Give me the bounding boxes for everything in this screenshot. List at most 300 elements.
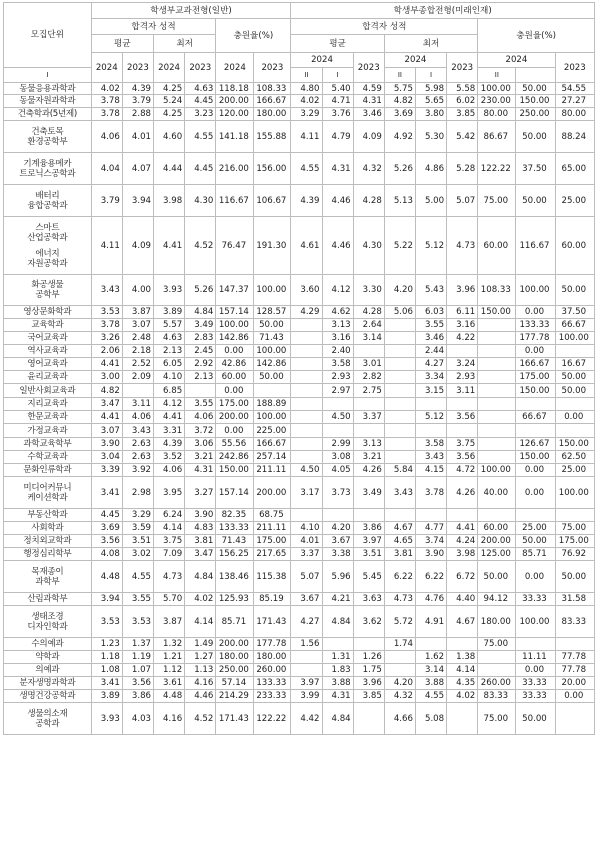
value-cell: 4.84 xyxy=(322,703,353,735)
value-cell: 3.49 xyxy=(185,319,216,332)
value-cell: 55.56 xyxy=(216,438,254,451)
header-round: II xyxy=(384,68,415,83)
header-year: 2023 xyxy=(185,53,216,83)
header-year: 2023 xyxy=(122,53,153,83)
unit-name-cell xyxy=(4,509,92,522)
value-cell: 4.84 xyxy=(322,606,353,638)
value-cell: 3.46 xyxy=(353,108,384,121)
value-cell: 260.00 xyxy=(478,677,516,690)
value-cell: 37.50 xyxy=(555,306,594,319)
value-cell: 4.26 xyxy=(447,477,478,509)
value-cell: 171.43 xyxy=(216,703,254,735)
value-cell xyxy=(122,384,153,398)
value-cell: 4.80 xyxy=(291,83,322,95)
value-cell: 4.14 xyxy=(154,522,185,535)
value-cell xyxy=(185,384,216,398)
value-cell: 3.14 xyxy=(415,664,446,677)
value-cell: 116.67 xyxy=(516,217,555,275)
value-cell: 1.13 xyxy=(185,664,216,677)
value-cell: 116.67 xyxy=(216,185,254,217)
value-cell: 126.67 xyxy=(516,438,555,451)
value-cell: 5.26 xyxy=(185,275,216,306)
value-cell: 4.79 xyxy=(322,121,353,153)
table-row xyxy=(4,95,595,108)
value-cell: 3.34 xyxy=(415,371,446,384)
value-cell: 4.16 xyxy=(154,703,185,735)
unit-name-line: 스마트 xyxy=(35,222,60,233)
value-cell: 4.31 xyxy=(353,95,384,108)
table-row xyxy=(4,371,595,384)
value-cell: 50.00 xyxy=(555,371,594,384)
table-row xyxy=(4,153,595,185)
value-cell: 100.00 xyxy=(254,275,291,306)
value-cell xyxy=(322,638,353,651)
value-cell: 4.00 xyxy=(122,275,153,306)
unit-name-cell xyxy=(4,398,92,411)
value-cell: 4.28 xyxy=(353,306,384,319)
value-cell: 5.13 xyxy=(384,185,415,217)
value-cell: 180.00 xyxy=(254,651,291,664)
value-cell xyxy=(291,358,322,371)
value-cell: 50.00 xyxy=(254,319,291,332)
value-cell: 100.00 xyxy=(478,83,516,95)
value-cell xyxy=(478,398,516,411)
value-cell: 4.10 xyxy=(154,371,185,384)
value-cell: 211.11 xyxy=(254,464,291,477)
unit-name-line: 사회학과 xyxy=(31,523,64,533)
value-cell: 4.39 xyxy=(291,185,322,217)
value-cell: 4.01 xyxy=(122,121,153,153)
value-cell: 3.78 xyxy=(91,95,122,108)
value-cell: 4.77 xyxy=(415,522,446,535)
value-cell: 171.43 xyxy=(254,606,291,638)
value-cell: 4.31 xyxy=(322,690,353,703)
value-cell: 3.24 xyxy=(447,358,478,371)
value-cell: 4.41 xyxy=(447,522,478,535)
value-cell: 175.00 xyxy=(516,371,555,384)
value-cell: 4.04 xyxy=(91,153,122,185)
value-cell: 75.00 xyxy=(478,703,516,735)
value-cell: 2.88 xyxy=(122,108,153,121)
value-cell xyxy=(384,424,415,438)
value-cell xyxy=(291,398,322,411)
value-cell: 37.50 xyxy=(516,153,555,185)
value-cell: 4.76 xyxy=(415,593,446,606)
value-cell: 4.73 xyxy=(154,561,185,593)
value-cell: 4.10 xyxy=(291,522,322,535)
value-cell: 156.00 xyxy=(254,153,291,185)
value-cell: 3.11 xyxy=(122,398,153,411)
value-cell: 2.09 xyxy=(122,371,153,384)
value-cell: 0.00 xyxy=(516,561,555,593)
value-cell xyxy=(415,509,446,522)
unit-name-line: 가정교육과 xyxy=(27,425,68,436)
value-cell: 150.00 xyxy=(216,464,254,477)
value-cell: 4.60 xyxy=(154,121,185,153)
header-year: 2024 xyxy=(216,53,254,83)
unit-name-line: 영상문화학과 xyxy=(23,307,72,317)
value-cell: 3.67 xyxy=(291,593,322,606)
value-cell: 80.00 xyxy=(555,108,594,121)
value-cell: 5.22 xyxy=(384,217,415,275)
value-cell: 4.02 xyxy=(447,690,478,703)
unit-name-cell xyxy=(4,464,92,477)
value-cell: 3.97 xyxy=(291,677,322,690)
value-cell: 108.33 xyxy=(478,275,516,306)
value-cell: 6.11 xyxy=(447,306,478,319)
header-a-avg: 평균 xyxy=(91,35,153,53)
value-cell: 5.28 xyxy=(447,153,478,185)
value-cell: 177.78 xyxy=(516,332,555,345)
value-cell: 150.00 xyxy=(516,384,555,398)
unit-name-line: 지리교육과 xyxy=(27,399,68,409)
header-round: I xyxy=(322,68,353,83)
value-cell: 1.49 xyxy=(185,638,216,651)
table-row xyxy=(4,108,595,121)
value-cell: 3.41 xyxy=(91,477,122,509)
table-row xyxy=(4,217,595,275)
table-row xyxy=(4,319,595,332)
value-cell: 4.09 xyxy=(353,121,384,153)
value-cell: 4.55 xyxy=(415,690,446,703)
value-cell: 200.00 xyxy=(216,411,254,424)
value-cell: 3.53 xyxy=(91,606,122,638)
value-cell: 4.31 xyxy=(322,153,353,185)
value-cell: 3.81 xyxy=(384,548,415,561)
value-cell: 5.07 xyxy=(447,185,478,217)
value-cell: 100.00 xyxy=(254,411,291,424)
unit-name-cell xyxy=(4,638,92,651)
value-cell: 4.41 xyxy=(91,411,122,424)
value-cell: 180.00 xyxy=(254,108,291,121)
value-cell: 128.57 xyxy=(254,306,291,319)
value-cell xyxy=(291,509,322,522)
value-cell: 3.92 xyxy=(122,464,153,477)
table-row xyxy=(4,185,595,217)
header-year: 2024 xyxy=(154,53,185,83)
value-cell: 3.31 xyxy=(154,424,185,438)
value-cell xyxy=(478,438,516,451)
value-cell: 5.12 xyxy=(415,217,446,275)
table-row xyxy=(4,593,595,606)
table-header xyxy=(4,3,595,83)
unit-name-line: 자원공학과 xyxy=(27,258,68,269)
value-cell: 1.83 xyxy=(322,664,353,677)
unit-name-cell xyxy=(4,548,92,561)
table-row xyxy=(4,703,595,735)
table-row xyxy=(4,332,595,345)
value-cell: 75.00 xyxy=(555,522,594,535)
table-row xyxy=(4,398,595,411)
value-cell: 4.86 xyxy=(415,153,446,185)
value-cell: 2.92 xyxy=(185,358,216,371)
table-row xyxy=(4,477,595,509)
unit-name-line: 국어교육과 xyxy=(27,333,68,343)
value-cell: 4.84 xyxy=(185,306,216,319)
unit-name-line: 미디어커뮤니 xyxy=(23,482,72,493)
value-cell: 6.72 xyxy=(447,561,478,593)
value-cell: 4.20 xyxy=(384,677,415,690)
value-cell: 4.42 xyxy=(291,703,322,735)
value-cell: 260.00 xyxy=(254,664,291,677)
unit-name-line: 일반사회교육과 xyxy=(19,385,76,396)
value-cell: 175.00 xyxy=(216,398,254,411)
value-cell: 2.52 xyxy=(122,358,153,371)
value-cell: 115.38 xyxy=(254,561,291,593)
table-row xyxy=(4,384,595,398)
value-cell: 150.00 xyxy=(555,438,594,451)
value-cell: 62.50 xyxy=(555,451,594,464)
value-cell: 50.00 xyxy=(516,703,555,735)
header-b-accepted: 합격자 성적 xyxy=(291,19,478,35)
value-cell: 1.32 xyxy=(154,638,185,651)
header-year: 2023 xyxy=(447,53,478,83)
value-cell xyxy=(322,424,353,438)
value-cell: 1.12 xyxy=(154,664,185,677)
value-cell: 166.67 xyxy=(516,358,555,371)
value-cell: 60.00 xyxy=(216,371,254,384)
value-cell xyxy=(353,703,384,735)
value-cell: 3.88 xyxy=(415,677,446,690)
value-cell xyxy=(478,371,516,384)
value-cell: 166.67 xyxy=(254,95,291,108)
value-cell: 1.38 xyxy=(447,651,478,664)
value-cell: 3.53 xyxy=(122,606,153,638)
value-cell xyxy=(478,345,516,358)
value-cell: 3.53 xyxy=(91,306,122,319)
value-cell: 3.16 xyxy=(322,332,353,345)
value-cell: 4.55 xyxy=(185,121,216,153)
value-cell: 5.84 xyxy=(384,464,415,477)
value-cell: 6.22 xyxy=(415,561,446,593)
header-a-min: 최저 xyxy=(154,35,216,53)
value-cell: 3.85 xyxy=(353,690,384,703)
value-cell: 4.32 xyxy=(353,153,384,185)
value-cell: 4.31 xyxy=(185,464,216,477)
unit-name-line: 한문교육과 xyxy=(27,412,68,422)
value-cell: 3.75 xyxy=(447,438,478,451)
value-cell: 1.21 xyxy=(154,651,185,664)
value-cell xyxy=(447,703,478,735)
unit-name-cell xyxy=(4,411,92,424)
value-cell xyxy=(555,703,594,735)
header-a-accepted: 합격자 성적 xyxy=(91,19,216,35)
value-cell: 3.86 xyxy=(353,522,384,535)
unit-name-line: 부동산학과 xyxy=(27,510,68,520)
value-cell: 3.74 xyxy=(415,535,446,548)
value-cell xyxy=(478,509,516,522)
value-cell: 33.33 xyxy=(516,677,555,690)
value-cell: 6.22 xyxy=(384,561,415,593)
value-cell: 11.11 xyxy=(516,651,555,664)
value-cell: 2.63 xyxy=(122,451,153,464)
value-cell: 3.94 xyxy=(91,593,122,606)
value-cell xyxy=(353,424,384,438)
value-cell xyxy=(291,345,322,358)
value-cell: 4.67 xyxy=(384,522,415,535)
value-cell: 3.37 xyxy=(291,548,322,561)
value-cell: 1.08 xyxy=(91,664,122,677)
table-row xyxy=(4,424,595,438)
unit-name-line: 에너지 xyxy=(35,248,60,259)
unit-name-cell xyxy=(4,424,92,438)
value-cell xyxy=(555,424,594,438)
unit-name-line: 문화인류학과 xyxy=(23,465,72,475)
value-cell: 225.00 xyxy=(254,424,291,438)
value-cell: 0.00 xyxy=(516,464,555,477)
value-cell xyxy=(447,638,478,651)
value-cell: 3.13 xyxy=(353,438,384,451)
value-cell: 50.00 xyxy=(516,535,555,548)
unit-name-line: 생물의소재 xyxy=(27,708,68,719)
value-cell xyxy=(291,411,322,424)
value-cell xyxy=(384,358,415,371)
value-cell: 3.55 xyxy=(185,398,216,411)
value-cell xyxy=(447,398,478,411)
value-cell: 3.49 xyxy=(353,477,384,509)
value-cell xyxy=(353,638,384,651)
value-cell: 5.45 xyxy=(353,561,384,593)
value-cell: 5.57 xyxy=(154,319,185,332)
value-cell: 2.06 xyxy=(91,345,122,358)
unit-name-line: 과학교육학부 xyxy=(23,439,72,449)
value-cell: 2.64 xyxy=(353,319,384,332)
value-cell: 100.00 xyxy=(555,477,594,509)
table-row xyxy=(4,411,595,424)
value-cell: 157.14 xyxy=(216,306,254,319)
value-cell: 66.67 xyxy=(516,411,555,424)
value-cell: 4.45 xyxy=(185,95,216,108)
value-cell xyxy=(516,638,555,651)
value-cell: 3.56 xyxy=(122,677,153,690)
unit-name-cell xyxy=(4,561,92,593)
value-cell: 86.67 xyxy=(478,121,516,153)
value-cell: 4.71 xyxy=(322,95,353,108)
value-cell xyxy=(516,398,555,411)
value-cell: 3.26 xyxy=(91,332,122,345)
unit-name-cell xyxy=(4,593,92,606)
value-cell: 25.00 xyxy=(555,185,594,217)
value-cell xyxy=(478,411,516,424)
value-cell: 175.00 xyxy=(254,535,291,548)
value-cell: 4.50 xyxy=(291,464,322,477)
value-cell: 125.93 xyxy=(216,593,254,606)
value-cell: 175.00 xyxy=(555,535,594,548)
value-cell: 4.14 xyxy=(185,606,216,638)
value-cell: 2.93 xyxy=(447,371,478,384)
table-row xyxy=(4,451,595,464)
value-cell: 2.44 xyxy=(415,345,446,358)
value-cell: 3.81 xyxy=(185,535,216,548)
value-cell: 108.33 xyxy=(254,83,291,95)
value-cell: 214.29 xyxy=(216,690,254,703)
value-cell: 4.46 xyxy=(185,690,216,703)
value-cell: 4.92 xyxy=(384,121,415,153)
value-cell xyxy=(353,398,384,411)
value-cell: 4.08 xyxy=(91,548,122,561)
unit-name-line: 목재종이 xyxy=(31,566,64,577)
value-cell: 1.37 xyxy=(122,638,153,651)
value-cell: 100.00 xyxy=(555,332,594,345)
value-cell: 5.58 xyxy=(447,83,478,95)
value-cell: 60.00 xyxy=(478,522,516,535)
table-row xyxy=(4,275,595,306)
value-cell xyxy=(516,424,555,438)
value-cell: 54.55 xyxy=(555,83,594,95)
unit-name-cell xyxy=(4,477,92,509)
value-cell: 4.82 xyxy=(91,384,122,398)
header-a-competition: 충원율(%) xyxy=(216,19,291,53)
value-cell: 50.00 xyxy=(516,121,555,153)
value-cell: 100.00 xyxy=(516,606,555,638)
value-cell: 71.43 xyxy=(216,535,254,548)
unit-name-line: 건축학과(5년제) xyxy=(17,109,77,119)
unit-name-line: 수의예과 xyxy=(31,639,64,649)
value-cell: 50.00 xyxy=(555,275,594,306)
header-b-min: 최저 xyxy=(384,35,477,53)
value-cell: 4.55 xyxy=(122,561,153,593)
value-cell: 4.84 xyxy=(185,561,216,593)
value-cell: 4.59 xyxy=(353,83,384,95)
value-cell: 3.96 xyxy=(353,677,384,690)
header-round: II xyxy=(478,68,516,83)
value-cell: 2.75 xyxy=(353,384,384,398)
value-cell: 66.67 xyxy=(555,319,594,332)
value-cell: 71.43 xyxy=(254,332,291,345)
table-row xyxy=(4,638,595,651)
value-cell: 4.02 xyxy=(291,95,322,108)
value-cell: 3.78 xyxy=(415,477,446,509)
value-cell: 3.46 xyxy=(415,332,446,345)
value-cell: 2.63 xyxy=(122,438,153,451)
value-cell: 1.18 xyxy=(91,651,122,664)
table-row xyxy=(4,664,595,677)
value-cell xyxy=(353,345,384,358)
value-cell: 4.66 xyxy=(384,703,415,735)
value-cell: 80.00 xyxy=(478,108,516,121)
value-cell: 25.00 xyxy=(516,522,555,535)
value-cell: 4.11 xyxy=(291,121,322,153)
unit-name-line: 케이션학과 xyxy=(27,492,68,503)
value-cell xyxy=(555,638,594,651)
value-cell: 180.00 xyxy=(216,651,254,664)
value-cell: 4.01 xyxy=(291,535,322,548)
value-cell: 3.30 xyxy=(353,275,384,306)
value-cell: 138.46 xyxy=(216,561,254,593)
value-cell: 157.14 xyxy=(216,477,254,509)
value-cell: 57.14 xyxy=(216,677,254,690)
value-cell: 3.02 xyxy=(122,548,153,561)
value-cell: 5.08 xyxy=(415,703,446,735)
value-cell: 0.00 xyxy=(555,690,594,703)
value-cell xyxy=(291,451,322,464)
value-cell: 3.79 xyxy=(91,185,122,217)
table-row xyxy=(4,548,595,561)
table-row xyxy=(4,83,595,95)
value-cell: 5.42 xyxy=(447,121,478,153)
value-cell: 0.00 xyxy=(216,345,254,358)
unit-name-line: 윤리교육과 xyxy=(27,372,68,382)
unit-name-cell xyxy=(4,275,92,306)
value-cell: 4.07 xyxy=(122,153,153,185)
value-cell: 4.72 xyxy=(447,464,478,477)
value-cell: 6.05 xyxy=(154,358,185,371)
value-cell: 6.24 xyxy=(154,509,185,522)
value-cell: 68.75 xyxy=(254,509,291,522)
value-cell xyxy=(322,398,353,411)
unit-name-cell xyxy=(4,319,92,332)
value-cell: 4.55 xyxy=(291,153,322,185)
